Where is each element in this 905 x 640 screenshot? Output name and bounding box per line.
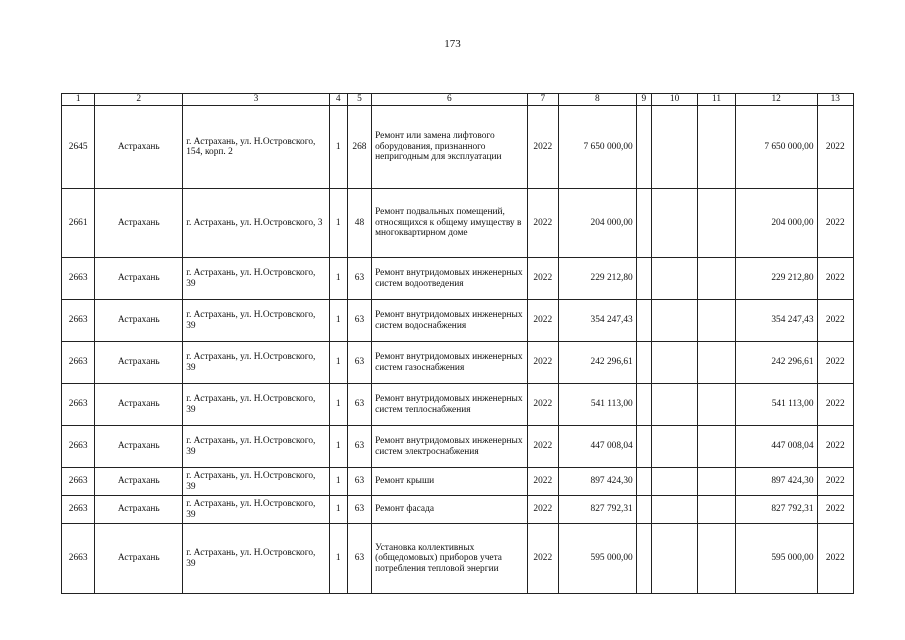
col4-cell: 1 — [329, 300, 347, 342]
work-type-cell: Ремонт внутридомовых инженерных систем водоснабжения — [372, 300, 528, 342]
col10-cell — [651, 426, 697, 468]
end-year-cell: 2022 — [817, 342, 853, 384]
cost-cell: 7 650 000,00 — [558, 106, 636, 189]
col4-cell: 1 — [329, 496, 347, 524]
end-year-cell: 2022 — [817, 426, 853, 468]
address-cell: г. Астрахань, ул. Н.Островского, 154, корп. 2 — [183, 106, 329, 189]
cost-cell: 897 424,30 — [558, 468, 636, 496]
col11-cell — [698, 496, 735, 524]
city-cell: Астрахань — [95, 258, 183, 300]
total-cell: 229 212,80 — [735, 258, 817, 300]
end-year-cell: 2022 — [817, 524, 853, 594]
col4-cell: 1 — [329, 426, 347, 468]
column-header: 7 — [527, 94, 558, 106]
work-type-cell: Ремонт фасада — [372, 496, 528, 524]
total-cell: 242 296,61 — [735, 342, 817, 384]
col9-cell — [636, 384, 651, 426]
city-cell: Астрахань — [95, 106, 183, 189]
col10-cell — [651, 468, 697, 496]
col9-cell — [636, 258, 651, 300]
col4-cell: 1 — [329, 342, 347, 384]
col9-cell — [636, 342, 651, 384]
column-number-row — [62, 94, 854, 106]
col11-cell — [698, 426, 735, 468]
page-number: 173 — [444, 38, 461, 50]
col11-cell — [698, 342, 735, 384]
work-type-cell: Установка коллективных (общедомовых) приборов учета потребления тепловой энергии — [372, 524, 528, 594]
column-header: 12 — [735, 94, 817, 106]
col11-cell — [698, 258, 735, 300]
city-cell: Астрахань — [95, 300, 183, 342]
col5-cell: 63 — [347, 300, 371, 342]
col10-cell — [651, 258, 697, 300]
address-cell: г. Астрахань, ул. Н.Островского, 39 — [183, 384, 329, 426]
cost-cell: 229 212,80 — [558, 258, 636, 300]
address-cell: г. Астрахань, ул. Н.Островского, 39 — [183, 496, 329, 524]
row-id-cell: 2663 — [62, 524, 95, 594]
table-row — [62, 468, 854, 496]
col4-cell: 1 — [329, 106, 347, 189]
table-row — [62, 342, 854, 384]
col5-cell: 48 — [347, 189, 371, 258]
row-id-cell: 2663 — [62, 300, 95, 342]
address-cell: г. Астрахань, ул. Н.Островского, 3 — [183, 189, 329, 258]
city-cell: Астрахань — [95, 189, 183, 258]
table-row — [62, 524, 854, 594]
column-header: 2 — [95, 94, 183, 106]
year-cell: 2022 — [527, 106, 558, 189]
work-type-cell: Ремонт подвальных помещений, относящихся к общему имуществу в многоквартирном доме — [372, 189, 528, 258]
total-cell: 897 424,30 — [735, 468, 817, 496]
table-row — [62, 106, 854, 189]
col9-cell — [636, 496, 651, 524]
col10-cell — [651, 524, 697, 594]
cost-cell: 541 113,00 — [558, 384, 636, 426]
repair-schedule-table — [61, 93, 854, 594]
col4-cell: 1 — [329, 468, 347, 496]
column-header: 3 — [183, 94, 329, 106]
cost-cell: 242 296,61 — [558, 342, 636, 384]
col9-cell — [636, 300, 651, 342]
row-id-cell: 2663 — [62, 384, 95, 426]
total-cell: 541 113,00 — [735, 384, 817, 426]
work-type-cell: Ремонт внутридомовых инженерных систем водоотведения — [372, 258, 528, 300]
col5-cell: 63 — [347, 384, 371, 426]
col10-cell — [651, 384, 697, 426]
work-type-cell: Ремонт крыши — [372, 468, 528, 496]
year-cell: 2022 — [527, 496, 558, 524]
table-row — [62, 496, 854, 524]
cost-cell: 204 000,00 — [558, 189, 636, 258]
col5-cell: 63 — [347, 496, 371, 524]
address-cell: г. Астрахань, ул. Н.Островского, 39 — [183, 342, 329, 384]
col11-cell — [698, 384, 735, 426]
work-type-cell: Ремонт внутридомовых инженерных систем газоснабжения — [372, 342, 528, 384]
col5-cell: 63 — [347, 258, 371, 300]
address-cell: г. Астрахань, ул. Н.Островского, 39 — [183, 468, 329, 496]
total-cell: 354 247,43 — [735, 300, 817, 342]
column-header: 8 — [558, 94, 636, 106]
table-row — [62, 258, 854, 300]
column-header: 1 — [62, 94, 95, 106]
row-id-cell: 2663 — [62, 468, 95, 496]
column-header: 9 — [636, 94, 651, 106]
col5-cell: 63 — [347, 468, 371, 496]
row-id-cell: 2663 — [62, 342, 95, 384]
end-year-cell: 2022 — [817, 258, 853, 300]
address-cell: г. Астрахань, ул. Н.Островского, 39 — [183, 258, 329, 300]
city-cell: Астрахань — [95, 384, 183, 426]
table-row — [62, 384, 854, 426]
col9-cell — [636, 426, 651, 468]
total-cell: 447 008,04 — [735, 426, 817, 468]
end-year-cell: 2022 — [817, 496, 853, 524]
total-cell: 7 650 000,00 — [735, 106, 817, 189]
total-cell: 204 000,00 — [735, 189, 817, 258]
cost-cell: 354 247,43 — [558, 300, 636, 342]
col11-cell — [698, 106, 735, 189]
col9-cell — [636, 468, 651, 496]
year-cell: 2022 — [527, 342, 558, 384]
column-header: 10 — [651, 94, 697, 106]
col4-cell: 1 — [329, 189, 347, 258]
column-header: 5 — [347, 94, 371, 106]
col10-cell — [651, 496, 697, 524]
row-id-cell: 2663 — [62, 426, 95, 468]
table-row — [62, 300, 854, 342]
col10-cell — [651, 106, 697, 189]
col11-cell — [698, 189, 735, 258]
col5-cell: 268 — [347, 106, 371, 189]
column-header: 11 — [698, 94, 735, 106]
address-cell: г. Астрахань, ул. Н.Островского, 39 — [183, 524, 329, 594]
col4-cell: 1 — [329, 524, 347, 594]
col9-cell — [636, 524, 651, 594]
year-cell: 2022 — [527, 384, 558, 426]
col9-cell — [636, 189, 651, 258]
col4-cell: 1 — [329, 258, 347, 300]
work-type-cell: Ремонт внутридомовых инженерных систем теплоснабжения — [372, 384, 528, 426]
year-cell: 2022 — [527, 468, 558, 496]
city-cell: Астрахань — [95, 342, 183, 384]
year-cell: 2022 — [527, 189, 558, 258]
end-year-cell: 2022 — [817, 468, 853, 496]
cost-cell: 595 000,00 — [558, 524, 636, 594]
year-cell: 2022 — [527, 300, 558, 342]
city-cell: Астрахань — [95, 468, 183, 496]
city-cell: Астрахань — [95, 426, 183, 468]
table-row — [62, 426, 854, 468]
cost-cell: 447 008,04 — [558, 426, 636, 468]
year-cell: 2022 — [527, 258, 558, 300]
total-cell: 595 000,00 — [735, 524, 817, 594]
col10-cell — [651, 300, 697, 342]
work-type-cell: Ремонт внутридомовых инженерных систем электроснабжения — [372, 426, 528, 468]
end-year-cell: 2022 — [817, 384, 853, 426]
col10-cell — [651, 189, 697, 258]
col11-cell — [698, 300, 735, 342]
city-cell: Астрахань — [95, 524, 183, 594]
table-row — [62, 189, 854, 258]
year-cell: 2022 — [527, 524, 558, 594]
address-cell: г. Астрахань, ул. Н.Островского, 39 — [183, 426, 329, 468]
row-id-cell: 2663 — [62, 258, 95, 300]
col4-cell: 1 — [329, 384, 347, 426]
row-id-cell: 2663 — [62, 496, 95, 524]
city-cell: Астрахань — [95, 496, 183, 524]
col9-cell — [636, 106, 651, 189]
end-year-cell: 2022 — [817, 106, 853, 189]
end-year-cell: 2022 — [817, 189, 853, 258]
row-id-cell: 2661 — [62, 189, 95, 258]
cost-cell: 827 792,31 — [558, 496, 636, 524]
work-type-cell: Ремонт или замена лифтового оборудования, признанного непригодным для эксплуатации — [372, 106, 528, 189]
col11-cell — [698, 524, 735, 594]
column-header: 4 — [329, 94, 347, 106]
end-year-cell: 2022 — [817, 300, 853, 342]
col5-cell: 63 — [347, 524, 371, 594]
column-header: 13 — [817, 94, 853, 106]
total-cell: 827 792,31 — [735, 496, 817, 524]
row-id-cell: 2645 — [62, 106, 95, 189]
col11-cell — [698, 468, 735, 496]
col10-cell — [651, 342, 697, 384]
col5-cell: 63 — [347, 426, 371, 468]
col5-cell: 63 — [347, 342, 371, 384]
year-cell: 2022 — [527, 426, 558, 468]
column-header: 6 — [372, 94, 528, 106]
address-cell: г. Астрахань, ул. Н.Островского, 39 — [183, 300, 329, 342]
